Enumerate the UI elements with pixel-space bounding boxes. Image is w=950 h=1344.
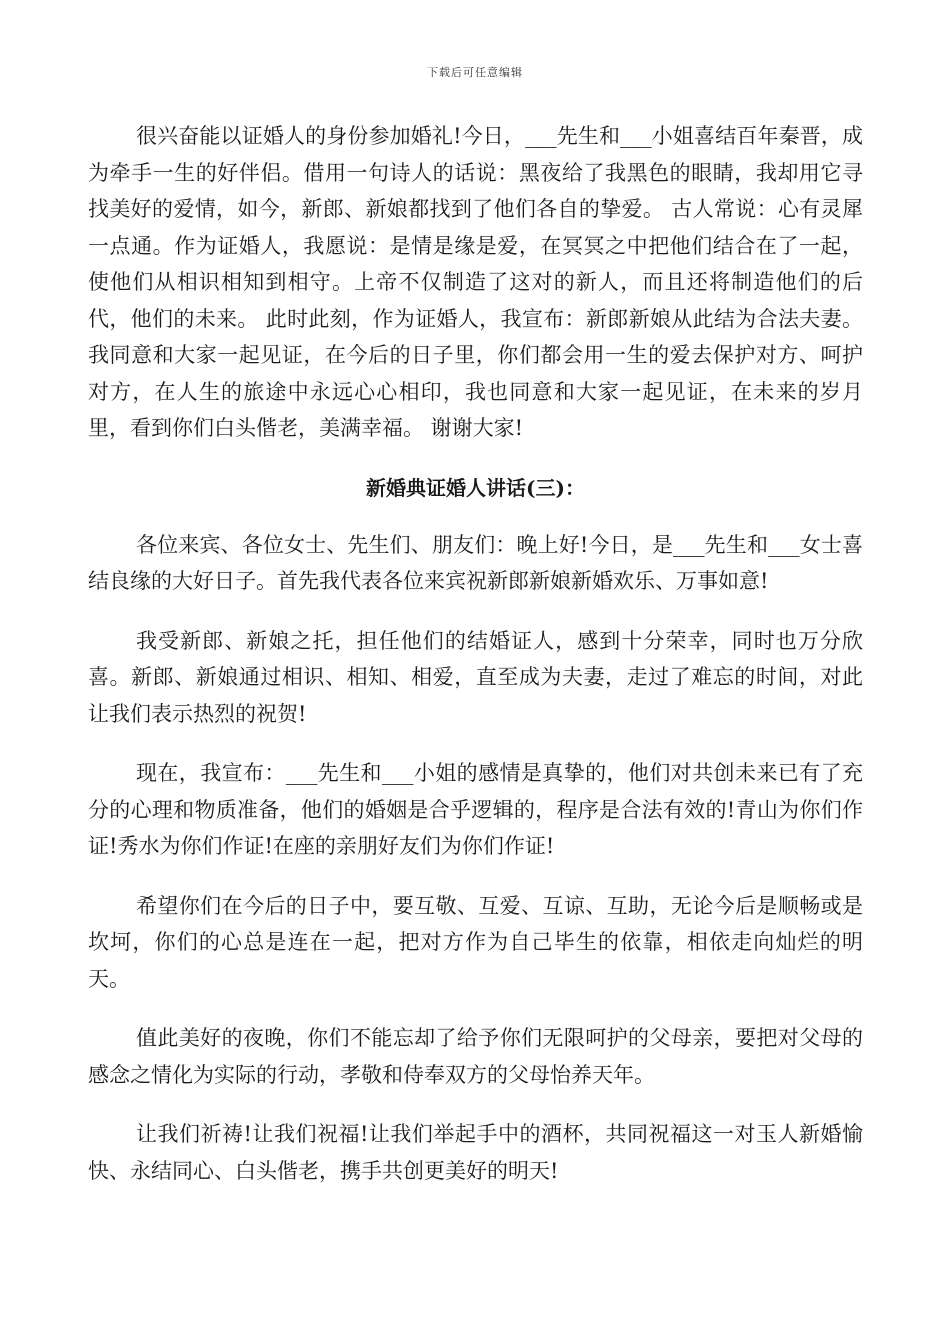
paragraph-parents: 值此美好的夜晚，你们不能忘却了给予你们无限呵护的父母亲，要把对父母的感念之情化为实际的行动，孝敬和侍奉双方的父母怡养天年。 — [88, 1026, 863, 1087]
section-heading: 新婚典证婚人讲话(三)： — [366, 475, 585, 500]
paragraph-toast: 让我们祈祷!让我们祝福!让我们举起手中的酒杯，共同祝福这一对玉人新婚愉快、永结同心、白头偕老，携手共创更美好的明天! — [88, 1122, 863, 1183]
page-header: 下载后可任意编辑 — [427, 66, 523, 79]
paragraph-honor: 我受新郎、新娘之托，担任他们的结婚证人，感到十分荣幸，同时也万分欣喜。新郎、新娘通过相识、相知、相爱，直至成为夫妻，走过了难忘的时间，对此让我们表示热烈的祝贺! — [88, 628, 863, 726]
paragraph-opening: 很兴奋能以证婚人的身份参加婚礼!今日，___先生和___小姐喜结百年秦晋，成为牵手一生的好伴侣。借用一句诗人的话说：黑夜给了我黑色的眼睛，我却用它寻找美好的爱情，如今，新郎、新娘都找到了他们各自的挚爱。 古人常说：心有灵犀一点通。作为证婚人，我愿说：是情是缘是爱，在冥冥之中把他们结合在了一起，使他们从相识相知到相守。上帝不仅制造了这对的新人，而且还将制造他们的后代，他们的未来。 此时此刻，作为证婚人，我宣布：新郎新娘从此结为合法夫妻。 我同意和大家一起见证，在今后的日子里，你们都会用一生的爱去保护对方、呵护对方，在人生的旅途中永远心心相印，我也同意和大家一起见证，在未来的岁月里，看到你们白头偕老，美满幸福。 谢谢大家! — [88, 124, 863, 440]
document-body — [88, 118, 863, 1189]
paragraph-greeting: 各位来宾、各位女士、先生们、朋友们：晚上好!今日，是___先生和___女士喜结良缘的大好日子。首先我代表各位来宾祝新郎新娘新婚欢乐、万事如意! — [88, 532, 863, 593]
paragraph-declaration: 现在，我宣布：___先生和___小姐的感情是真挚的，他们对共创未来已有了充分的心理和物质准备，他们的婚姻是合乎逻辑的，程序是合法有效的!青山为你们作证!秀水为你们作证!在座的亲朋好友们为你们作证! — [88, 761, 863, 858]
paragraph-hope: 希望你们在今后的日子中，要互敬、互爱、互谅、互助，无论今后是顺畅或是坎坷，你们的心总是连在一起，把对方作为自己毕生的依靠，相依走向灿烂的明天。 — [88, 893, 863, 991]
